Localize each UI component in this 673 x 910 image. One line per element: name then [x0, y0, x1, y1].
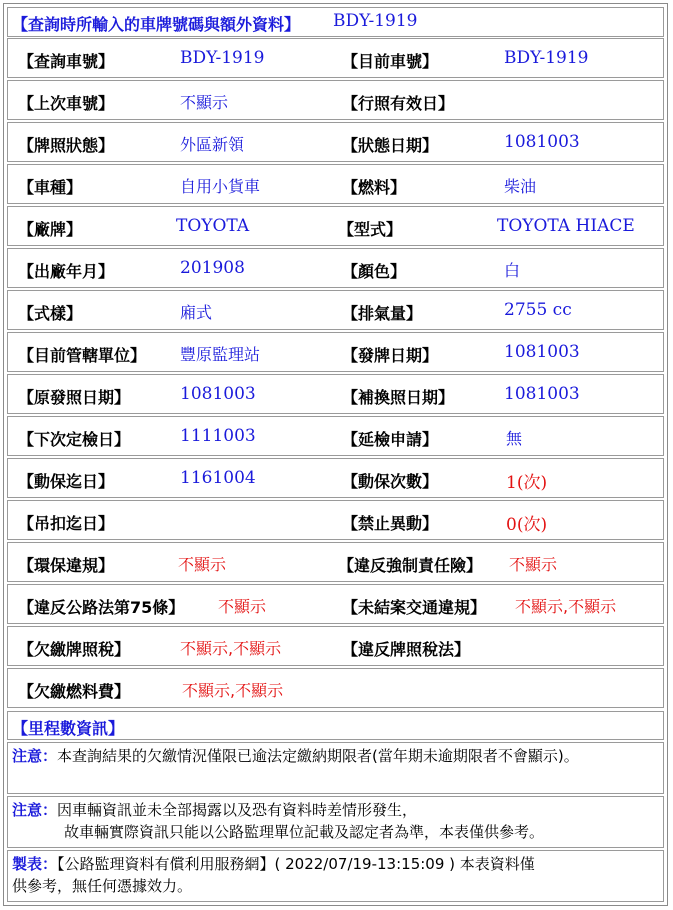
field-value: 白	[504, 261, 521, 280]
info-row	[7, 458, 664, 498]
field-label: 【燃料】	[342, 178, 407, 197]
field-value: 1081003	[504, 342, 580, 362]
info-row	[7, 332, 664, 372]
mileage-title: 【里程數資訊】	[12, 719, 125, 738]
query-header-title: 【查詢時所輸入的車牌號碼與額外資料】	[12, 15, 301, 34]
field-value: 不顯示	[218, 597, 267, 616]
field-value: 不顯示,不顯示	[515, 597, 617, 616]
field-label: 【上次車號】	[18, 94, 115, 113]
info-row	[7, 38, 664, 78]
field-label: 【式樣】	[18, 304, 83, 323]
field-label: 【排氣量】	[342, 304, 423, 323]
field-label: 【出廠年月】	[18, 262, 115, 281]
field-value: 0(次)	[506, 515, 548, 535]
field-value: 無	[506, 429, 523, 448]
footer-label: 製表：	[12, 855, 58, 873]
field-label: 【查詢車號】	[18, 52, 115, 71]
note-arrears-text: 本查詢結果的欠繳情況僅限已逾法定繳納期限者(當年期未逾期限者不會顯示)。	[57, 747, 579, 765]
field-value: 自用小貨車	[180, 177, 261, 196]
footer-text-line2: 供參考，無任何憑據效力。	[12, 877, 193, 895]
info-row	[7, 416, 664, 456]
field-value: 不顯示	[509, 555, 558, 574]
field-value: 2755 cc	[504, 300, 572, 320]
field-value: 不顯示	[178, 555, 227, 574]
note-arrears-label: 注意：	[12, 747, 58, 765]
field-value: 柴油	[504, 177, 537, 196]
mileage-header	[7, 711, 664, 740]
info-row	[7, 206, 664, 246]
field-value: 1081003	[504, 384, 580, 404]
info-row	[7, 626, 664, 666]
field-label: 【補換照日期】	[342, 388, 455, 407]
field-label: 【欠繳牌照稅】	[18, 640, 131, 659]
field-label: 【未結案交通違規】	[342, 598, 487, 617]
info-row	[7, 374, 664, 414]
field-label: 【狀態日期】	[342, 136, 439, 155]
field-label: 【延檢申請】	[342, 430, 439, 449]
info-row	[7, 290, 664, 330]
field-label: 【違反牌照稅法】	[342, 640, 471, 659]
field-value: 1081003	[180, 384, 256, 404]
field-value: TOYOTA HIACE	[497, 216, 635, 236]
note-disclaimer-line1: 因車輛資訊並未全部揭露以及恐有資料時差情形發生，	[57, 801, 418, 819]
field-value: 1081003	[504, 132, 580, 152]
note-arrears	[7, 742, 664, 794]
info-row	[7, 584, 664, 624]
field-value: 廂式	[180, 303, 213, 322]
field-label: 【吊扣迄日】	[18, 514, 115, 533]
field-value: 201908	[180, 258, 245, 278]
query-header-plate: BDY-1919	[333, 11, 418, 31]
field-label: 【欠繳燃料費】	[18, 682, 131, 701]
report-footer	[7, 850, 664, 902]
field-value: 不顯示,不顯示	[180, 639, 282, 658]
field-label: 【牌照狀態】	[18, 136, 115, 155]
field-value: BDY-1919	[180, 48, 265, 68]
field-label: 【目前車號】	[342, 52, 439, 71]
field-label: 【原發照日期】	[18, 388, 131, 407]
footer-text-line1: 【公路監理資料有償利用服務網】( 2022/07/19-13:15:09 ) 本表資料僅	[57, 855, 535, 873]
note-disclaimer-line2: 故車輛實際資訊只能以公路監理單位記載及認定者為準，本表僅供參考。	[64, 823, 545, 841]
field-label: 【違反公路法第75條】	[18, 598, 185, 617]
field-value: 不顯示	[180, 93, 229, 112]
field-label: 【動保迄日】	[18, 472, 115, 491]
field-label: 【下次定檢日】	[18, 430, 131, 449]
field-label: 【發牌日期】	[342, 346, 439, 365]
query-header	[7, 7, 664, 37]
field-value: 不顯示,不顯示	[182, 681, 284, 700]
field-value: 1(次)	[506, 473, 548, 493]
field-label: 【動保次數】	[342, 472, 439, 491]
note-disclaimer	[7, 796, 664, 848]
field-label: 【環保違規】	[18, 556, 115, 575]
field-label: 【顏色】	[342, 262, 407, 281]
field-value: 外區新領	[180, 135, 245, 154]
field-label: 【車種】	[18, 178, 83, 197]
info-row	[7, 80, 664, 120]
info-row	[7, 164, 664, 204]
note-disclaimer-label: 注意：	[12, 801, 58, 819]
field-label: 【行照有效日】	[342, 94, 455, 113]
field-label: 【違反強制責任險】	[338, 556, 483, 575]
field-label: 【禁止異動】	[342, 514, 439, 533]
info-row	[7, 668, 664, 708]
field-label: 【廠牌】	[18, 220, 83, 239]
info-row	[7, 248, 664, 288]
info-row	[7, 542, 664, 582]
info-row	[7, 122, 664, 162]
field-value: 1111003	[180, 426, 256, 446]
field-value: BDY-1919	[504, 48, 589, 68]
field-value: TOYOTA	[176, 216, 250, 236]
info-row	[7, 500, 664, 540]
field-label: 【目前管轄單位】	[18, 346, 147, 365]
field-value: 1161004	[180, 468, 256, 488]
field-value: 豐原監理站	[180, 345, 261, 364]
field-label: 【型式】	[338, 220, 403, 239]
